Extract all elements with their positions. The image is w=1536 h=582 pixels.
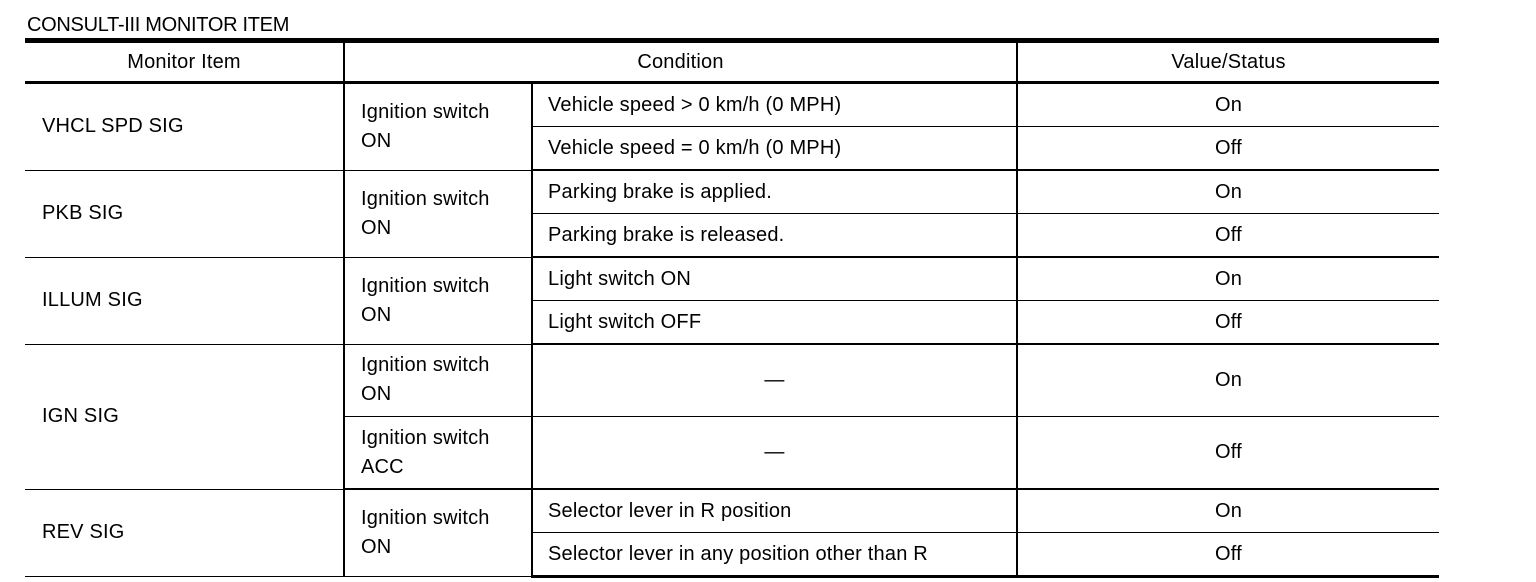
ignition-state: ON [361, 536, 392, 558]
value-cell: Off [1017, 301, 1439, 345]
ignition-state: ON [361, 383, 392, 406]
condition-cell: Selector lever in R position [532, 489, 1017, 533]
ignition-state: ON [361, 216, 392, 239]
monitor-item-cell: VHCL SPD SIG [25, 83, 344, 171]
condition-cell: Light switch OFF [532, 301, 1017, 345]
ignition-cell [344, 170, 532, 257]
ignition-label: Ignition switch [361, 274, 490, 297]
ignition-state: ACC [361, 455, 404, 478]
condition-cell: Selector lever in any position other than R [532, 533, 1017, 577]
header-value-status: Value/Status [1017, 43, 1439, 83]
value-cell: Off [1017, 533, 1439, 577]
header-condition: Condition [344, 43, 1017, 83]
value-cell: On [1017, 344, 1439, 417]
value-cell: Off [1017, 417, 1439, 490]
condition-cell: Light switch ON [532, 257, 1017, 301]
table-row [25, 489, 1439, 533]
ignition-cell [344, 257, 532, 344]
table-row [25, 344, 1439, 417]
ignition-label: Ignition switch [361, 187, 490, 210]
monitor-item-cell: PKB SIG [25, 170, 344, 257]
ignition-label: Ignition switch [361, 426, 490, 449]
value-cell: On [1017, 489, 1439, 533]
table-row [25, 257, 1439, 301]
ignition-state: ON [361, 129, 392, 152]
value-cell: On [1017, 170, 1439, 214]
ignition-cell [344, 417, 532, 490]
ignition-cell [344, 344, 532, 417]
value-cell: Off [1017, 214, 1439, 258]
condition-cell: — [532, 344, 1017, 417]
condition-cell: Vehicle speed = 0 km/h (0 MPH) [532, 127, 1017, 171]
monitor-item-cell: IGN SIG [25, 344, 344, 489]
ignition-label: Ignition switch [361, 354, 490, 377]
ignition-label: Ignition switch [361, 100, 490, 123]
table-row [25, 83, 1439, 127]
table-row [25, 170, 1439, 214]
value-cell: On [1017, 257, 1439, 301]
header-row [25, 43, 1439, 83]
monitor-item-cell: ILLUM SIG [25, 257, 344, 344]
table-caption: CONSULT-III MONITOR ITEM [27, 14, 290, 36]
monitor-item-cell: REV SIG [25, 489, 344, 577]
condition-cell: Parking brake is released. [532, 214, 1017, 258]
condition-cell: — [532, 417, 1017, 490]
header-monitor-item: Monitor Item [25, 43, 344, 83]
monitor-item-table [25, 42, 1439, 578]
value-cell: On [1017, 83, 1439, 127]
ignition-label: Ignition switch [361, 507, 490, 529]
condition-cell: Parking brake is applied. [532, 170, 1017, 214]
ignition-cell [344, 489, 532, 577]
ignition-cell [344, 83, 532, 171]
condition-cell: Vehicle speed > 0 km/h (0 MPH) [532, 83, 1017, 127]
ignition-state: ON [361, 303, 392, 326]
value-cell: Off [1017, 127, 1439, 171]
